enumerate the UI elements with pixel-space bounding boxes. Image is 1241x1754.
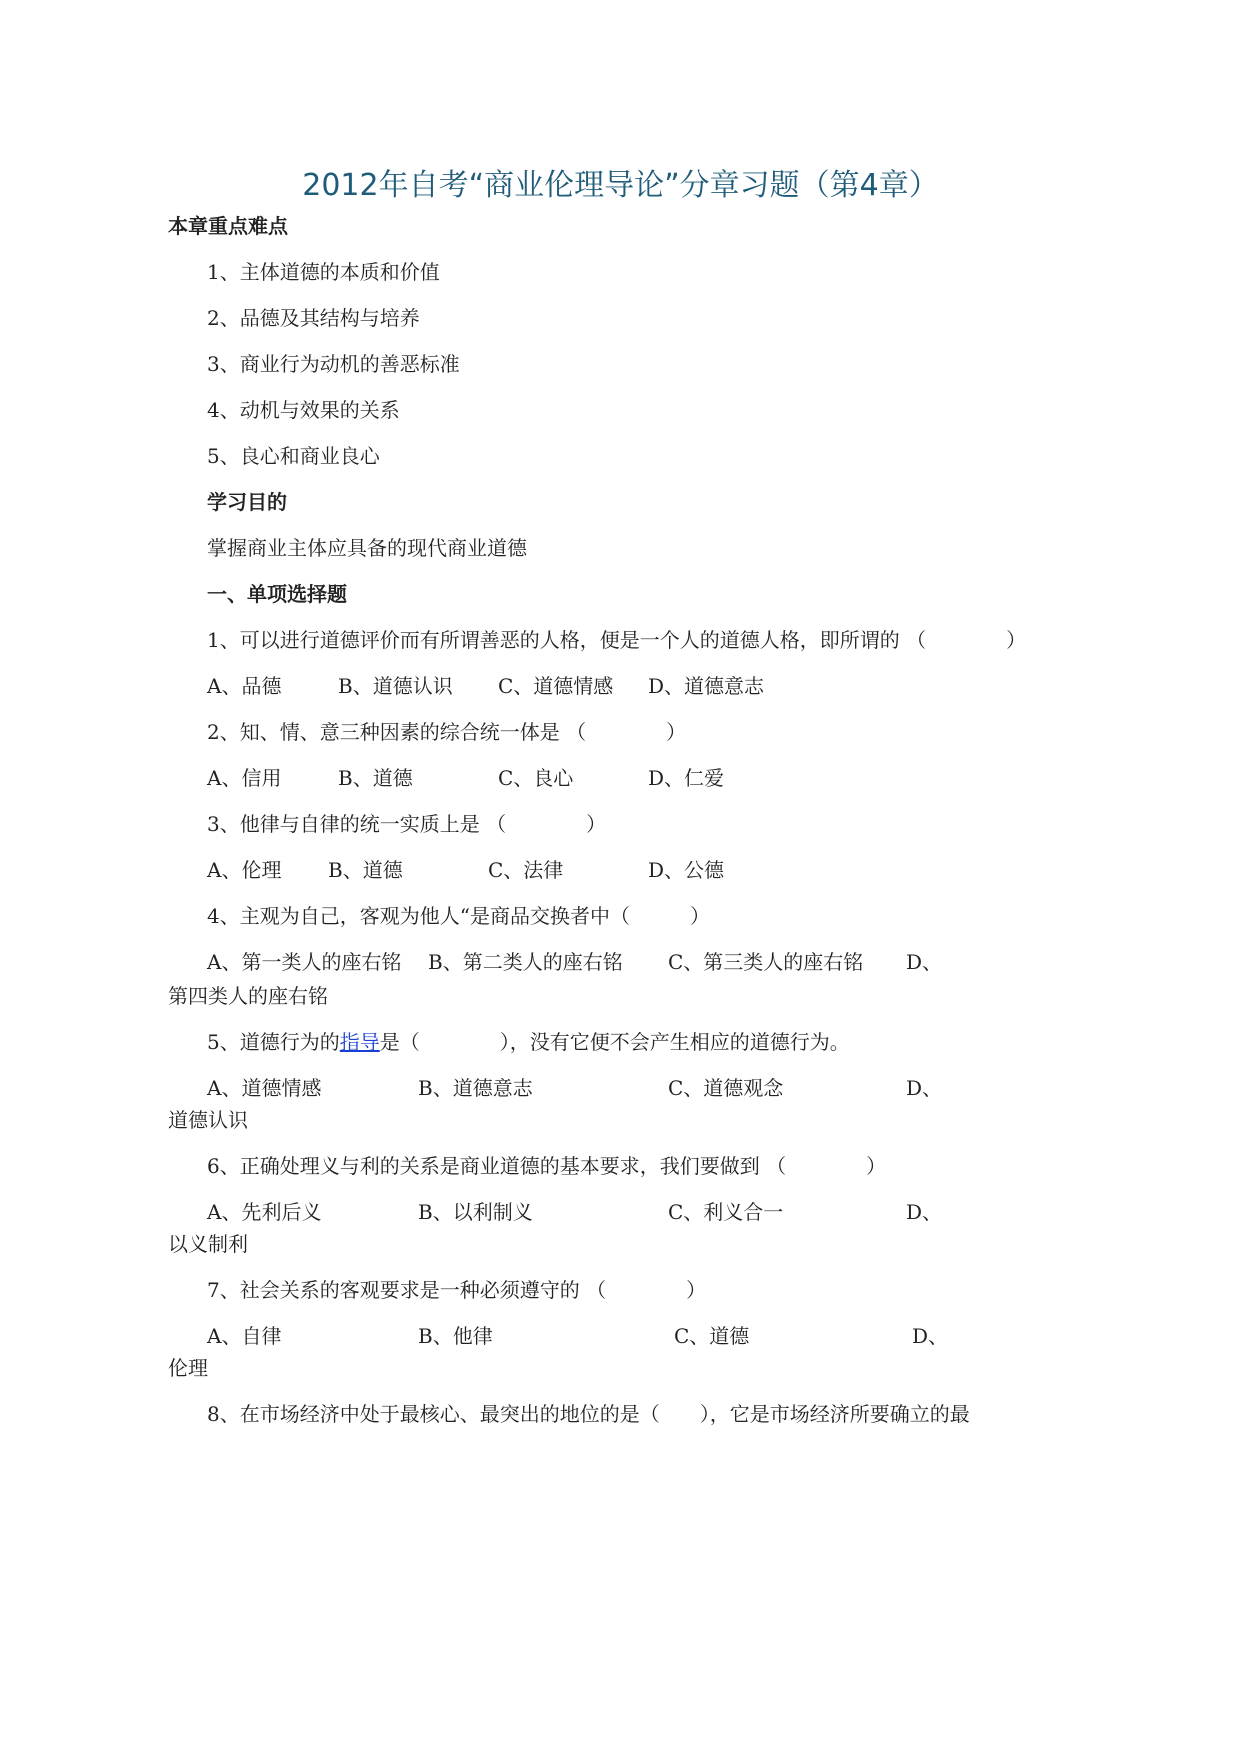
option-b: B、以利制义: [418, 1200, 533, 1224]
option-b: B、道德: [328, 858, 403, 882]
option-c: C、道德情感: [498, 674, 614, 698]
option-a: A、伦理: [207, 858, 282, 882]
option-d-wrap: 道德认识: [168, 1108, 248, 1132]
option-d: D、: [906, 950, 943, 974]
option-c: C、良心: [498, 766, 574, 790]
option-d-wrap: 第四类人的座右铭: [168, 984, 328, 1008]
option-c: C、法律: [488, 858, 564, 882]
focus-item: 4、动机与效果的关系: [207, 398, 400, 422]
option-b: B、道德认识: [338, 674, 453, 698]
option-c: C、第三类人的座右铭: [668, 950, 864, 974]
question-stem: 2、知、情、意三种因素的综合统一体是 （ ）: [207, 720, 687, 744]
focus-item: 5、良心和商业良心: [207, 444, 380, 468]
option-a: A、道德情感: [207, 1076, 322, 1100]
option-b: B、道德意志: [418, 1076, 533, 1100]
option-c: C、道德观念: [668, 1076, 784, 1100]
page-title: 2012年自考“商业伦理导论”分章习题（第4章）: [302, 168, 939, 203]
question-stem: 7、社会关系的客观要求是一种必须遵守的 （ ）: [207, 1278, 707, 1302]
question-stem: 1、可以进行道德评价而有所谓善恶的人格，便是一个人的道德人格，即所谓的 （ ）: [207, 628, 1027, 652]
option-a: A、信用: [207, 766, 282, 790]
option-b: B、第二类人的座右铭: [428, 950, 623, 974]
question-stem-pre: 5、道德行为的: [207, 1030, 340, 1054]
question-stem-post: 是（ ），没有它便不会产生相应的道德行为。: [379, 1030, 850, 1054]
option-a: A、先利后义: [207, 1200, 322, 1224]
focus-item: 3、商业行为动机的善恶标准: [207, 352, 460, 376]
option-d: D、: [906, 1076, 943, 1100]
option-c: C、道德: [674, 1324, 750, 1348]
option-d-wrap: 以义制利: [168, 1232, 248, 1256]
option-d: D、: [912, 1324, 949, 1348]
question-stem: 3、他律与自律的统一实质上是 （ ）: [207, 812, 607, 836]
option-b: B、他律: [418, 1324, 493, 1348]
focus-item: 1、主体道德的本质和价值: [207, 260, 440, 284]
option-d-wrap: 伦理: [168, 1356, 208, 1380]
option-d: D、仁爱: [648, 766, 725, 790]
focus-item: 2、品德及其结构与培养: [207, 306, 420, 330]
option-a: A、第一类人的座右铭: [207, 950, 402, 974]
question-stem: 6、正确处理义与利的关系是商业道德的基本要求，我们要做到 （ ）: [207, 1154, 887, 1178]
question-stem: 8、在市场经济中处于最核心、最突出的地位的是（ ），它是市场经济所要确立的最: [207, 1402, 970, 1426]
focus-heading: 本章重点难点: [168, 214, 288, 238]
question-stem: 4、主观为自己，客观为他人“是商品交换者中（ ）: [207, 904, 710, 928]
question-stem: [207, 1030, 850, 1054]
section-heading: 一、单项选择题: [207, 582, 347, 606]
option-a: A、自律: [207, 1324, 282, 1348]
option-a: A、品德: [207, 674, 282, 698]
option-d: D、公德: [648, 858, 725, 882]
guide-link[interactable]: 指导: [339, 1030, 380, 1054]
option-d: D、: [906, 1200, 943, 1224]
option-c: C、利义合一: [668, 1200, 784, 1224]
goal-heading: 学习目的: [207, 490, 287, 514]
option-b: B、道德: [338, 766, 413, 790]
goal-text: 掌握商业主体应具备的现代商业道德: [207, 536, 527, 560]
option-d: D、道德意志: [648, 674, 765, 698]
